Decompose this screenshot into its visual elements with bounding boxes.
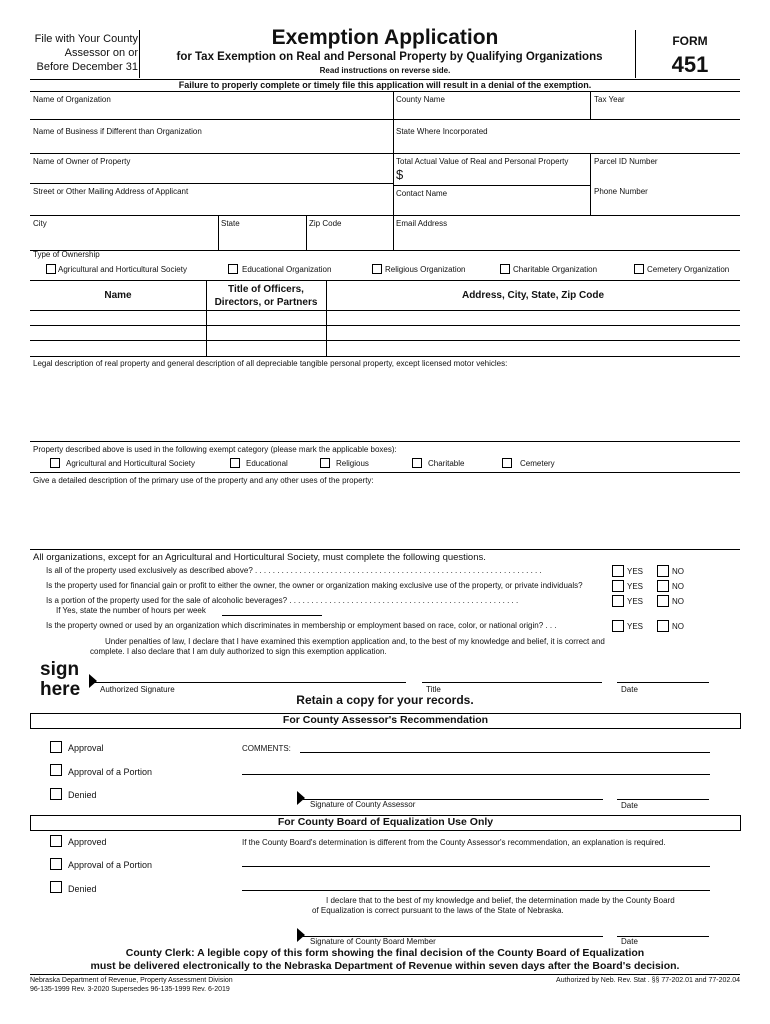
assessor-date-label: Date bbox=[621, 801, 638, 810]
board-approved-label: Approved bbox=[68, 837, 107, 847]
assessor-heading: For County Assessor's Recommendation bbox=[282, 714, 489, 726]
department-info: Nebraska Department of Revenue, Property Assessment Division 96-135-1999 Rev. 3-2020 Supersedes 96-135-1999 Rev. 6-2019 bbox=[30, 977, 233, 993]
q1-yes-checkbox[interactable] bbox=[612, 565, 624, 577]
assessor-comments-line-1[interactable] bbox=[300, 752, 710, 753]
form-number: 451 bbox=[671, 52, 709, 77]
exempt-cemetery-label: Cemetery bbox=[520, 459, 555, 468]
board-approval-portion-checkbox[interactable] bbox=[50, 858, 62, 870]
contact-name-label: Contact Name bbox=[396, 189, 448, 198]
zip-code-label: Zip Code bbox=[309, 219, 342, 228]
assessor-signature-arrow-icon bbox=[297, 791, 305, 805]
assessor-signature-label: Signature of County Assessor bbox=[310, 800, 416, 809]
officers-title-header: Title of Officers, Directors, or Partners bbox=[214, 284, 318, 308]
assessor-denied-label: Denied bbox=[68, 790, 97, 800]
sign-arrow-icon bbox=[89, 674, 97, 688]
q4-yes-label: YES bbox=[627, 622, 644, 631]
q4-no-checkbox[interactable] bbox=[657, 620, 669, 632]
exempt-religious-label: Religious bbox=[336, 459, 369, 468]
exempt-cemetery-checkbox[interactable] bbox=[502, 458, 512, 468]
board-declaration-line-2: of Equalization is correct pursuant to the laws of the State of Nebraska. bbox=[312, 906, 564, 915]
q4-yes-checkbox[interactable] bbox=[612, 620, 624, 632]
question-4: Is the property owned or used by an organization which discriminates in membership or employment based on race, color, or national origin? . . . bbox=[46, 621, 557, 630]
ownership-cemetery-label: Cemetery Organization bbox=[647, 265, 730, 274]
assessor-denied-checkbox[interactable] bbox=[50, 788, 62, 800]
authorized-signature-label: Authorized Signature bbox=[100, 685, 175, 694]
ownership-charitable-checkbox[interactable] bbox=[500, 264, 510, 274]
assessor-approval-label: Approval bbox=[68, 743, 104, 753]
board-signature-label: Signature of County Board Member bbox=[310, 937, 436, 946]
form-label: FORM bbox=[672, 34, 708, 48]
ownership-charitable-label: Charitable Organization bbox=[513, 265, 598, 274]
assessor-approval-portion-checkbox[interactable] bbox=[50, 764, 62, 776]
ownership-religious-checkbox[interactable] bbox=[372, 264, 382, 274]
date-label: Date bbox=[621, 685, 638, 694]
q3-yes-label: YES bbox=[627, 597, 644, 606]
q2-no-checkbox[interactable] bbox=[657, 580, 669, 592]
question-3: Is a portion of the property used for the sale of alcoholic beverages? . . . . . . . . . . . . . . . . . . . . . . . . . . . . . . . . . . . . . . . . . . . . . . . . . . . . bbox=[46, 596, 519, 605]
hours-per-week-line[interactable] bbox=[222, 615, 322, 616]
board-signature-arrow-icon bbox=[297, 928, 305, 942]
ownership-educational-label: Educational Organization bbox=[242, 265, 332, 274]
board-declaration-line-1: I declare that to the best of my knowledge and belief, the determination made by the County Board bbox=[326, 896, 675, 905]
question-1: Is all of the property used exclusively as described above? . . . . . . . . . . . . . . . . . . . . . . . . . . . . . . . . . . . . . . . . . . . . . . . . . . . . . . . . . . . . . . . . . bbox=[46, 566, 542, 575]
phone-number-label: Phone Number bbox=[594, 187, 648, 196]
question-3-hours: If Yes, state the number of hours per week bbox=[56, 606, 206, 615]
ownership-educational-checkbox[interactable] bbox=[228, 264, 238, 274]
name-of-organization-label: Name of Organization bbox=[33, 95, 111, 104]
exempt-educational-checkbox[interactable] bbox=[230, 458, 240, 468]
exempt-charitable-label: Charitable bbox=[428, 459, 465, 468]
county-name-label: County Name bbox=[396, 95, 445, 104]
q2-yes-checkbox[interactable] bbox=[612, 580, 624, 592]
board-explanation-line-1[interactable] bbox=[242, 866, 710, 867]
county-clerk-notice-1: County Clerk: A legible copy of this form showing the final decision of the County Board of Equalization bbox=[125, 947, 645, 959]
ownership-religious-label: Religious Organization bbox=[385, 265, 466, 274]
exempt-category-label: Property described above is used in the following exempt category (please mark the applicable boxes): bbox=[33, 445, 397, 454]
type-of-ownership-label: Type of Ownership bbox=[33, 250, 100, 259]
exempt-agricultural-label: Agricultural and Horticultural Society bbox=[66, 459, 195, 468]
q1-no-label: NO bbox=[672, 567, 684, 576]
dollar-sign: $ bbox=[396, 167, 404, 182]
board-date-label: Date bbox=[621, 937, 638, 946]
title-label: Title bbox=[426, 685, 441, 694]
email-address-label: Email Address bbox=[396, 219, 448, 228]
statute-reference: Authorized by Neb. Rev. Stat . §§ 77-202.01 and 77-202.04 bbox=[556, 977, 740, 984]
assessor-approval-portion-label: Approval of a Portion bbox=[68, 767, 153, 777]
form-title: Exemption Application bbox=[271, 26, 499, 49]
question-2: Is the property used for financial gain or profit to either the owner, the owner or organization making exclusive use of the property, or private individuals? bbox=[46, 581, 583, 590]
assessor-comments-line-2[interactable] bbox=[242, 774, 710, 775]
state-label: State bbox=[221, 219, 240, 228]
state-incorporated-label: State Where Incorporated bbox=[396, 127, 488, 136]
sign-here: sign here bbox=[40, 659, 81, 700]
declaration-line-2: complete. I also declare that I am duly authorized to sign this exemption application. bbox=[90, 647, 387, 656]
questions-intro: All organizations, except for an Agricultural and Horticultural Society, must complete the following questions. bbox=[33, 552, 486, 563]
assessor-date-line[interactable] bbox=[617, 799, 709, 800]
assessor-comments-label: COMMENTS: bbox=[242, 744, 291, 753]
officers-name-header: Name bbox=[104, 290, 132, 301]
q2-yes-label: YES bbox=[627, 582, 644, 591]
board-denied-label: Denied bbox=[68, 884, 97, 894]
title-line[interactable] bbox=[422, 682, 602, 683]
board-explanation-line-2[interactable] bbox=[242, 890, 710, 891]
file-with-notice: File with Your County Assessor on or Before December 31 bbox=[34, 33, 138, 73]
legal-description-label: Legal description of real property and general description of all depreciable tangible personal property, except licensed motor vehicles: bbox=[33, 359, 508, 368]
q3-yes-checkbox[interactable] bbox=[612, 595, 624, 607]
retain-copy-notice: Retain a copy for your records. bbox=[296, 693, 474, 707]
board-denied-checkbox[interactable] bbox=[50, 881, 62, 893]
ownership-agricultural-checkbox[interactable] bbox=[46, 264, 56, 274]
board-heading: For County Board of Equalization Use Only bbox=[277, 816, 494, 828]
q3-no-label: NO bbox=[672, 597, 684, 606]
parcel-id-label: Parcel ID Number bbox=[594, 157, 658, 166]
city-label: City bbox=[33, 219, 47, 228]
street-address-label: Street or Other Mailing Address of Applicant bbox=[33, 187, 189, 196]
name-of-owner-label: Name of Owner of Property bbox=[33, 157, 131, 166]
total-value-label: Total Actual Value of Real and Personal Property bbox=[396, 157, 569, 166]
exempt-charitable-checkbox[interactable] bbox=[412, 458, 422, 468]
board-approved-checkbox[interactable] bbox=[50, 835, 62, 847]
exempt-agricultural-checkbox[interactable] bbox=[50, 458, 60, 468]
authorized-signature-line[interactable] bbox=[92, 682, 406, 683]
q1-yes-label: YES bbox=[627, 567, 644, 576]
assessor-approval-checkbox[interactable] bbox=[50, 741, 62, 753]
q2-no-label: NO bbox=[672, 582, 684, 591]
declaration-line-1: Under penalties of law, I declare that I have examined this exemption application and, to the best of my knowledge and belief, it is correct and bbox=[105, 637, 605, 646]
board-approval-portion-label: Approval of a Portion bbox=[68, 860, 153, 870]
tax-year-label: Tax Year bbox=[594, 95, 625, 104]
ownership-agricultural-label: Agricultural and Horticultural Society bbox=[58, 265, 187, 274]
exempt-religious-checkbox[interactable] bbox=[320, 458, 330, 468]
date-line[interactable] bbox=[617, 682, 709, 683]
q4-no-label: NO bbox=[672, 622, 684, 631]
county-clerk-notice-2: must be delivered electronically to the Nebraska Department of Revenue within seven days after the Board's decision. bbox=[90, 960, 680, 972]
form-subtitle: for Tax Exemption on Real and Personal Property by Qualifying Organizations bbox=[176, 51, 603, 63]
board-explanation-note: If the County Board's determination is different from the County Assessor's recommendation, an explanation is required. bbox=[242, 838, 666, 847]
q3-no-checkbox[interactable] bbox=[657, 595, 669, 607]
primary-use-label: Give a detailed description of the primary use of the property and any other uses of the property: bbox=[33, 476, 374, 485]
ownership-cemetery-checkbox[interactable] bbox=[634, 264, 644, 274]
name-of-business-label: Name of Business if Different than Organization bbox=[33, 127, 202, 136]
read-instructions: Read instructions on reverse side. bbox=[319, 66, 451, 75]
q1-no-checkbox[interactable] bbox=[657, 565, 669, 577]
exempt-educational-label: Educational bbox=[246, 459, 288, 468]
failure-notice: Failure to properly complete or timely file this application will result in a denial of the exemption. bbox=[178, 80, 592, 90]
officers-address-header: Address, City, State, Zip Code bbox=[461, 290, 605, 301]
